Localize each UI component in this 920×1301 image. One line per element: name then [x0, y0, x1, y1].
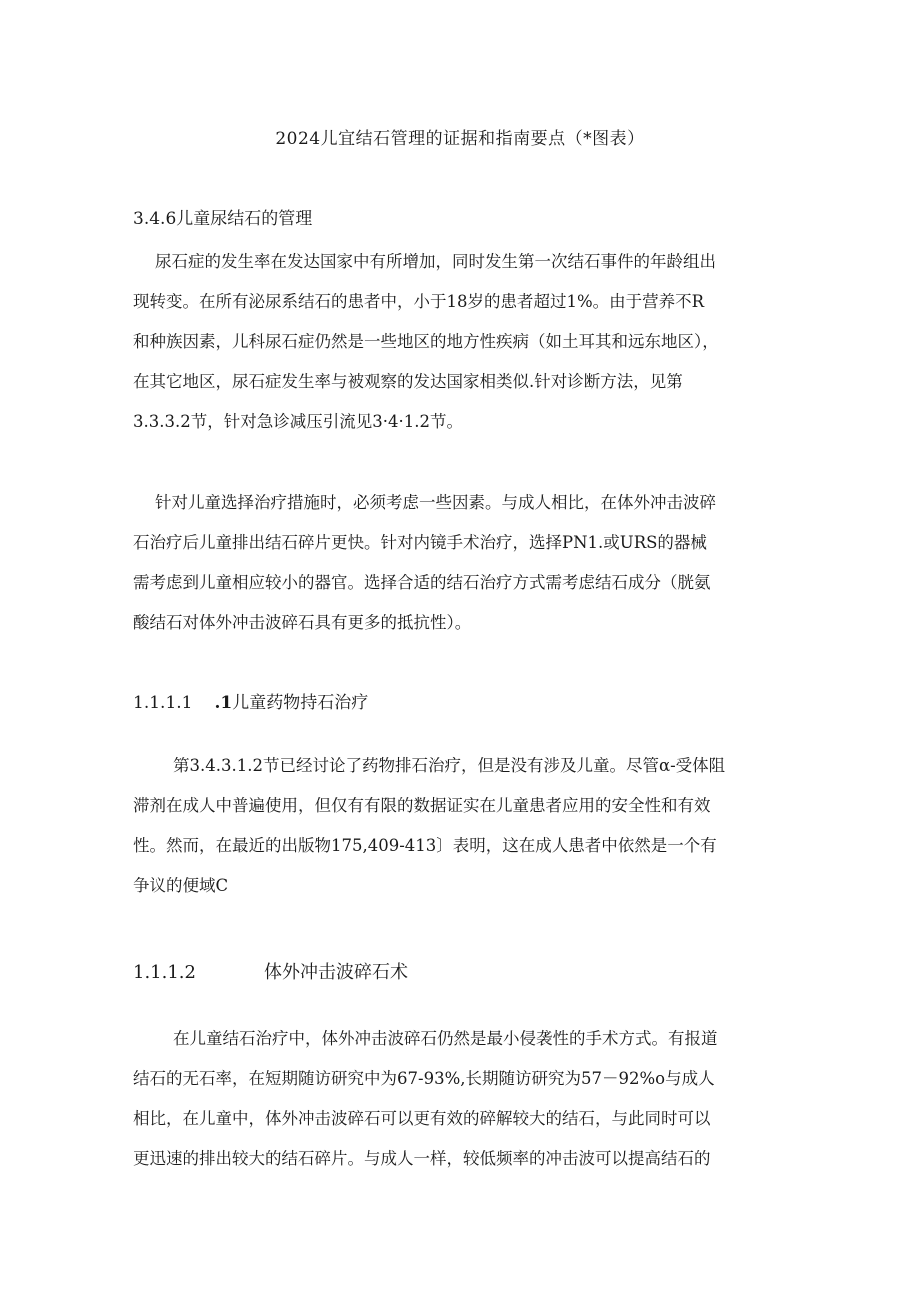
paragraph-line: 需考虑到儿童相应较小的器官。选择合适的结石治疗方式需考虑结石成分（胱氨 [133, 573, 711, 592]
section-heading: 3.4.6儿童尿结石的管理 [133, 209, 313, 229]
subsection-number-suffix: .1 [214, 693, 233, 713]
paragraph-line: 现转变。在所有泌尿系结石的患者中，小于18岁的患者超过1%。由于营养不R [133, 292, 705, 311]
subsection-number: 1.1.1.2 [133, 962, 196, 983]
subsection-heading-1 [133, 688, 368, 713]
paragraph-line: 更迅速的排出较大的结石碎片。与成人一样，较低频率的冲击波可以提高结石的 [133, 1149, 711, 1168]
paragraph-line: 在其它地区，尿石症发生率与被观察的发达国家相类似.针对诊断方法，见第 [133, 372, 683, 391]
paragraph-line: 相比，在儿童中，体外冲击波碎石可以更有效的碎解较大的结石，与此同时可以 [133, 1109, 711, 1128]
subsection-title: 体外冲击波碎石术 [263, 962, 408, 983]
paragraph-line: 尿石症的发生率在发达国家中有所增加，同时发生第一次结石事件的年龄组出 [155, 252, 716, 271]
paragraph-line: 第3.4.3.1.2节已经讨论了药物排石治疗，但是没有涉及儿童。尽管α-受体阻 [173, 756, 726, 775]
paragraph-line: 性。然而，在最近的出版物175,409-413〕表明，这在成人患者中依然是一个有 [133, 836, 717, 855]
paragraph-line: 滞剂在成人中普遍使用，但仅有有限的数据证实在儿童患者应用的安全性和有效 [133, 796, 711, 815]
subsection-heading-2 [133, 958, 408, 984]
document-title: 2024儿宜结石管理的证据和指南要点（*图表） [275, 129, 645, 149]
paragraph-line: 3.3.3.2节，针对急诊减压引流见3·4·1.2节。 [133, 412, 463, 431]
paragraph-line: 结石的无石率，在短期随访研究中为67-93%,长期随访研究为57－92%o与成人 [133, 1069, 715, 1088]
paragraph-4 [133, 1019, 793, 1179]
paragraph-line: 在儿童结石治疗中，体外冲击波碎石仍然是最小侵袭性的手术方式。有报道 [173, 1029, 718, 1048]
paragraph-line: 争议的便域C [133, 876, 229, 895]
subsection-title: 儿童药物持石治疗 [232, 693, 369, 713]
paragraph-line: 石治疗后儿童排出结石碎片更快。针对内镜手术治疗，选择PN1.或URS的器械 [133, 533, 707, 552]
paragraph-line: 酸结石对体外冲击波碎石具有更多的抵抗性）。 [133, 613, 472, 632]
subsection-number: 1.1.1.1 [133, 693, 193, 713]
paragraph-1 [133, 242, 793, 442]
paragraph-line: 针对儿童选择治疗措施时，必须考虑一些因素。与成人相比，在体外冲击波碎 [155, 493, 716, 512]
paragraph-2 [133, 483, 793, 643]
paragraph-line: 和种族因素，儿科尿石症仍然是一些地区的地方性疾病（如土耳其和远东地区）， [133, 332, 719, 351]
paragraph-3 [133, 746, 793, 906]
